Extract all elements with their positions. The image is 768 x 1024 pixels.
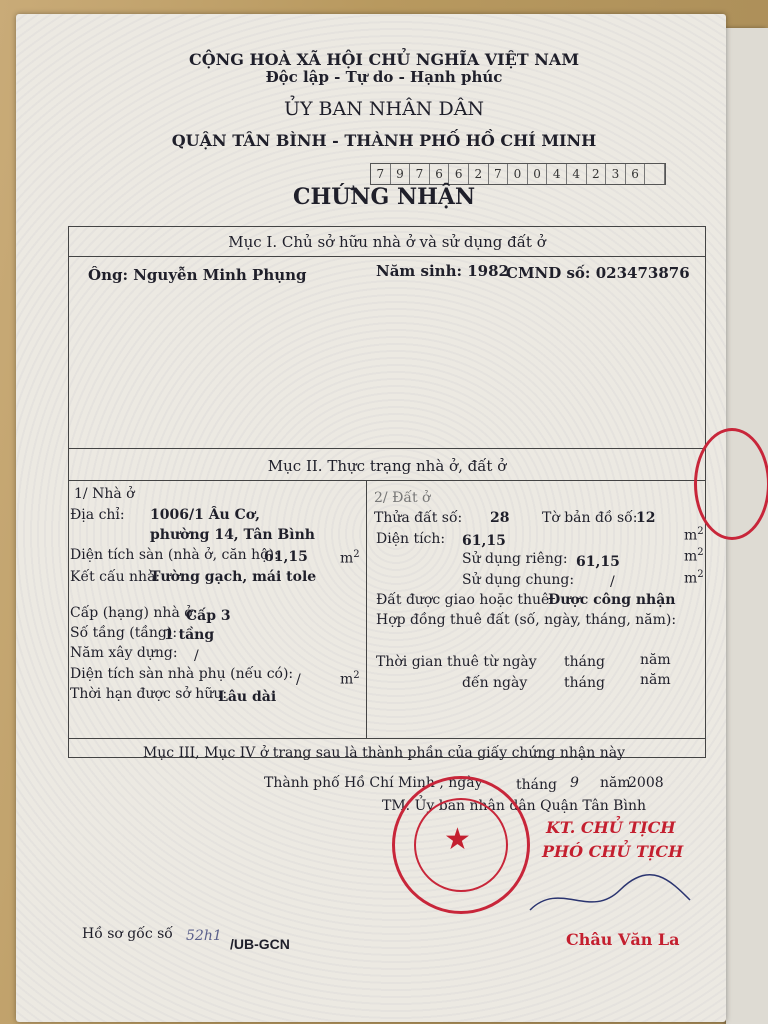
on-behalf: TM. Ủy ban nhân dân Quận Tân Bình bbox=[382, 798, 646, 814]
unit-sup: 2 bbox=[353, 670, 360, 681]
lease-contract-label: Hợp đồng thuê đất (số, ngày, tháng, năm): bbox=[376, 612, 677, 628]
motto: Độc lập - Tự do - Hạnh phúc bbox=[265, 68, 503, 86]
serial-digit: 9 bbox=[391, 164, 411, 184]
lease-to-year: năm bbox=[640, 672, 671, 688]
unit-text: m bbox=[684, 548, 698, 565]
land-area-value: 61,15 bbox=[462, 533, 506, 549]
month-label: tháng bbox=[516, 777, 557, 793]
column-divider bbox=[366, 480, 367, 738]
place-date: Thành phố Hồ Chí Minh , ngày bbox=[264, 775, 483, 791]
unit-text: m bbox=[684, 570, 698, 587]
floors-value: 1 tầng bbox=[164, 627, 215, 643]
floor-area-label: Diện tích sàn (nhà ở, căn hộ): bbox=[70, 547, 279, 563]
land-area-unit bbox=[684, 526, 704, 544]
divider bbox=[68, 448, 706, 449]
term-value: Lâu dài bbox=[218, 689, 277, 705]
serial-digit: 7 bbox=[489, 164, 509, 184]
certificate-title: CHỨNG NHẬN bbox=[292, 184, 476, 210]
unit-sup: 2 bbox=[697, 526, 704, 537]
signer-name: Châu Văn La bbox=[566, 930, 680, 949]
unit-text: m bbox=[684, 527, 698, 544]
grade-value: Cấp 3 bbox=[186, 608, 231, 624]
year-label: năm bbox=[600, 775, 631, 791]
divider bbox=[68, 480, 706, 481]
serial-digit: 2 bbox=[587, 164, 607, 184]
serial-digit: 6 bbox=[430, 164, 450, 184]
id-number: CMND số: 023473876 bbox=[506, 264, 690, 282]
section1-heading: Mục I. Chủ sở hữu nhà ở và sử dụng đất ở bbox=[228, 233, 546, 251]
aux-area-label: Diện tích sàn nhà phụ (nếu có): bbox=[70, 666, 294, 682]
grade-label: Cấp (hạng) nhà ở: bbox=[70, 605, 198, 621]
structure-label: Kết cấu nhà: bbox=[70, 569, 161, 585]
file-ref-suffix: /UB-GCN bbox=[230, 936, 290, 952]
structure-value: Tường gạch, mái tole bbox=[150, 569, 317, 585]
authority: ỦY BAN NHÂN DÂN bbox=[283, 98, 485, 120]
side-seal bbox=[694, 428, 768, 540]
serial-digit bbox=[645, 164, 665, 184]
unit-sup: 2 bbox=[353, 549, 360, 560]
allocation-value: Được công nhận bbox=[548, 592, 676, 608]
parcel-label: Thửa đất số: bbox=[374, 510, 463, 526]
serial-digit: 7 bbox=[371, 164, 391, 184]
allocation-label: Đất được giao hoặc thuê: bbox=[376, 592, 555, 608]
divider bbox=[68, 738, 706, 739]
role-vice-chairman: PHÓ CHỦ TỊCH bbox=[542, 842, 684, 861]
serial-digit: 0 bbox=[528, 164, 548, 184]
house-label: 1/ Nhà ở bbox=[74, 486, 135, 502]
month-value: 9 bbox=[570, 775, 579, 791]
lease-from-month: tháng bbox=[564, 654, 605, 670]
national-heading: CỘNG HOÀ XÃ HỘI CHỦ NGHĨA VIỆT NAM bbox=[188, 50, 580, 69]
private-use-value: 61,15 bbox=[576, 554, 620, 570]
year-value: 2008 bbox=[628, 775, 664, 791]
owner-name: Ông: Nguyễn Minh Phụng bbox=[88, 266, 307, 284]
shared-use-label: Sử dụng chung: bbox=[462, 572, 575, 588]
aux-area-value: / bbox=[296, 672, 301, 688]
lease-to-label: đến ngày bbox=[462, 675, 528, 691]
serial-number-boxes bbox=[370, 163, 666, 185]
section2-heading: Mục II. Thực trạng nhà ở, đất ở bbox=[267, 457, 507, 475]
private-use-label: Sử dụng riêng: bbox=[462, 551, 568, 567]
serial-digit: 3 bbox=[606, 164, 626, 184]
birth-year: Năm sinh: 1982 bbox=[376, 262, 509, 280]
map-sheet-label: Tờ bản đồ số: bbox=[542, 510, 638, 526]
divider bbox=[68, 256, 706, 257]
unit-text: m bbox=[340, 550, 354, 567]
floors-label: Số tầng (tầng): bbox=[70, 625, 178, 641]
lease-to-month: tháng bbox=[564, 675, 605, 691]
serial-digit: 7 bbox=[410, 164, 430, 184]
address-line1: 1006/1 Âu Cơ, bbox=[150, 507, 260, 523]
shared-use-unit bbox=[684, 569, 704, 587]
land-label: 2/ Đất ở bbox=[374, 490, 431, 506]
serial-digit: 4 bbox=[567, 164, 587, 184]
land-area-label: Diện tích: bbox=[376, 531, 446, 547]
term-label: Thời hạn được sở hữu: bbox=[70, 686, 228, 702]
serial-digit: 4 bbox=[547, 164, 567, 184]
unit-sup: 2 bbox=[697, 569, 704, 580]
unit-sup: 2 bbox=[697, 547, 704, 558]
address-line2: phường 14, Tân Bình bbox=[150, 527, 315, 543]
floor-area-unit bbox=[340, 549, 360, 567]
map-sheet-value: 12 bbox=[636, 510, 656, 526]
district: QUẬN TÂN BÌNH - THÀNH PHỐ HỒ CHÍ MINH bbox=[171, 131, 597, 150]
shared-use-value: / bbox=[610, 574, 615, 590]
build-year-value: / bbox=[194, 648, 199, 664]
aux-area-unit bbox=[340, 670, 360, 688]
serial-digit: 6 bbox=[449, 164, 469, 184]
signature-scribble bbox=[520, 860, 700, 930]
lease-from-label: Thời gian thuê từ ngày bbox=[376, 654, 537, 670]
star-emblem-icon: ★ bbox=[444, 822, 471, 857]
lease-from-year: năm bbox=[640, 652, 671, 668]
parcel-value: 28 bbox=[490, 510, 510, 526]
address-label: Địa chỉ: bbox=[70, 507, 125, 523]
unit-text: m bbox=[340, 671, 354, 688]
file-ref-label: Hồ sơ gốc số bbox=[82, 926, 173, 942]
private-use-unit bbox=[684, 547, 704, 565]
build-year-label: Năm xây dựng: bbox=[70, 645, 178, 661]
serial-digit: 6 bbox=[626, 164, 646, 184]
floor-area-value: 61,15 bbox=[264, 549, 308, 565]
serial-digit: 2 bbox=[469, 164, 489, 184]
file-ref-number: 52h1 bbox=[186, 928, 222, 944]
footer-note: Mục III, Mục IV ở trang sau là thành phần của giấy chứng nhận này bbox=[142, 745, 626, 761]
role-deputy-head: KT. CHỦ TỊCH bbox=[546, 818, 676, 837]
serial-digit: 0 bbox=[508, 164, 528, 184]
